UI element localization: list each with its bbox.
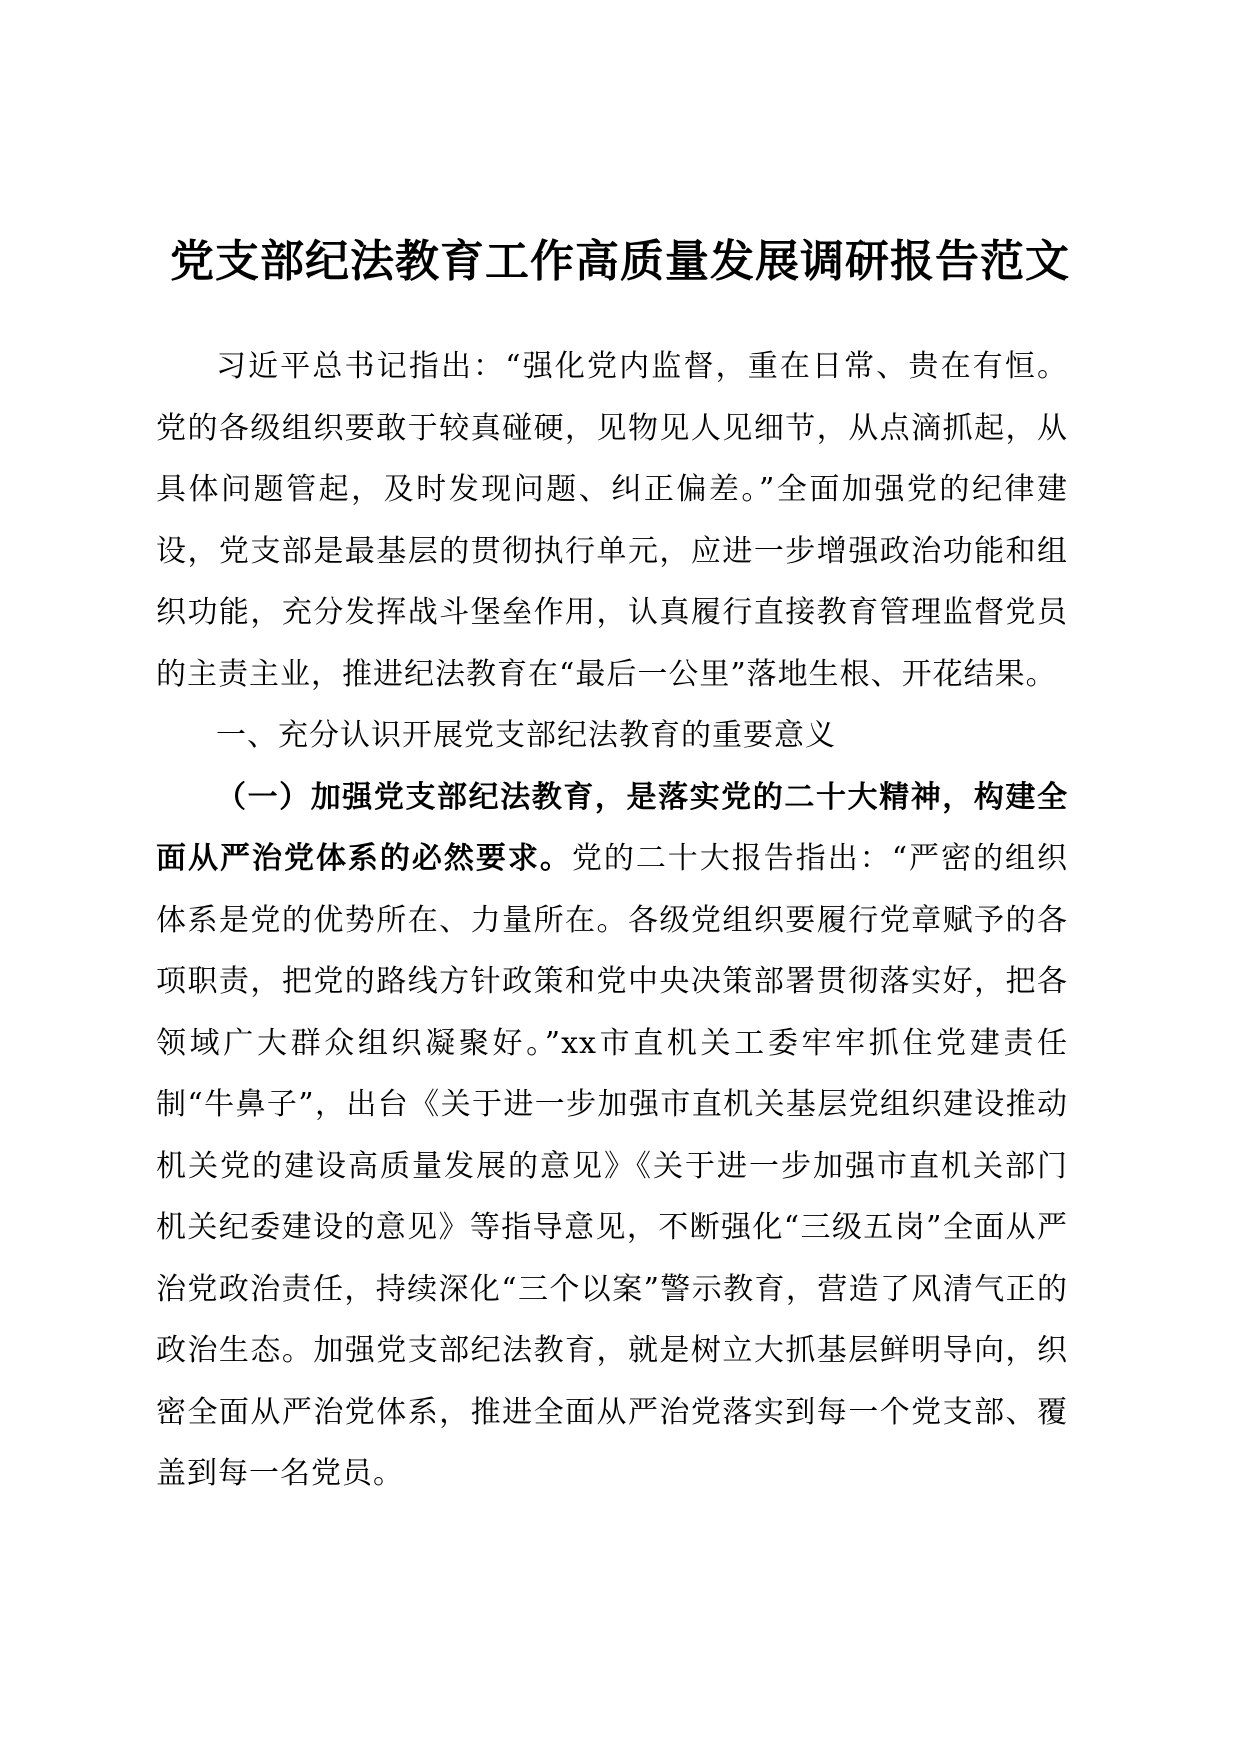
intro-paragraph: 习近平总书记指出：“强化党内监督，重在日常、贵在有恒。党的各级组织要敢于较真碰硬，见物见人见细节，从点滴抓起，从具体问题管起，及时发现问题、纠正偏差。”全面加强党的纪律建设，党支部是最基层的贯彻执行单元，应进一步增强政治功能和组织功能，充分发挥战斗堡垒作用，认真履行直接教育管理监督党员的主责主业，推进纪法教育在“最后一公里”落地生根、开花结果。 xyxy=(156,349,1068,692)
section-heading: 一、充分认识开展党支部纪法教育的重要意义 xyxy=(216,718,836,753)
subsection-paragraph xyxy=(156,767,1068,1505)
subsection-text: 党的二十大报告指出：“严密的组织体系是党的优势所在、力量所在。各级党组织要履行党章赋予的各项职责，把党的路线方针政策和党中央决策部署贯彻落实好，把各领域广大群众组织凝聚好。”xx市直机关工委牢牢抓住党建责任制“牛鼻子”，出台《关于进一步加强市直机关基层党组织建设推动机关党的建设高质量发展的意见》《关于进一步加强市直机关部门机关纪委建设的意见》等指导意见，不断强化“三级五岗”全面从严治党政治责任，持续深化“三个以案”警示教育，营造了风清气正的政治生态。加强党支部纪法教育，就是树立大抓基层鲜明导向，织密全面从严治党体系，推进全面从严治党落实到每一个党支部、覆盖到每一名党员。 xyxy=(156,841,1068,1491)
subsection-lead: （一）加强党支部纪法教育，是落实党的二十大精神，构建全面从严治党体系的必然要求。 xyxy=(156,779,1068,876)
document-body xyxy=(156,336,1068,1505)
document-title: 党支部纪法教育工作高质量发展调研报告范文 xyxy=(170,236,1070,287)
